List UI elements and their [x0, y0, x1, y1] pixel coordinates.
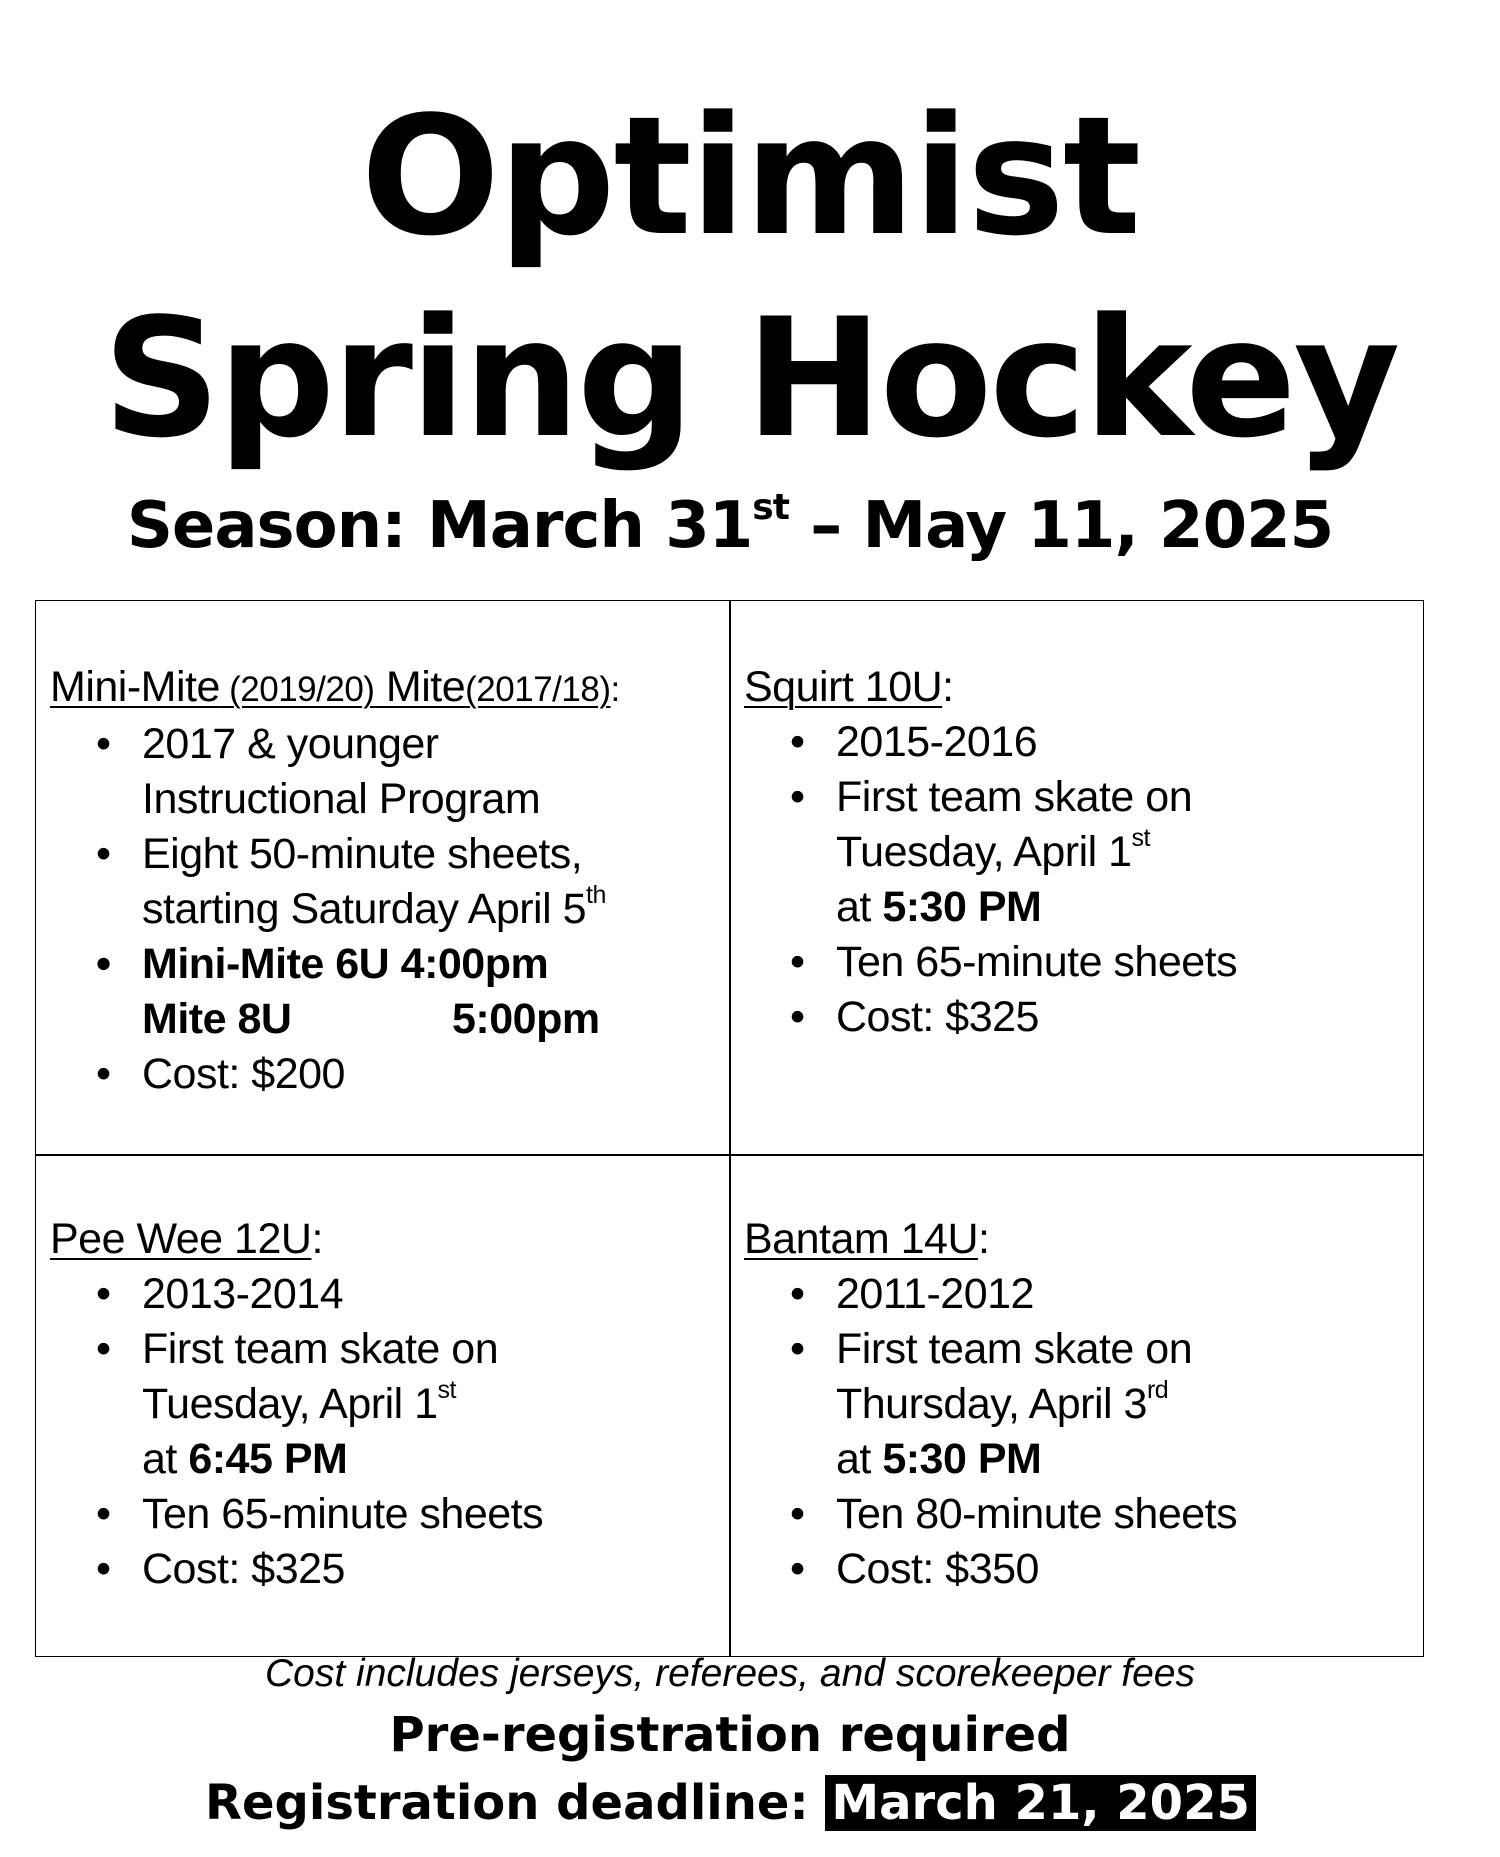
grid-divider-horizontal	[35, 1154, 1424, 1156]
list-item: • Ten 80-minute sheets	[744, 1487, 1414, 1542]
mini-mite-list	[50, 717, 720, 1102]
cell-squirt	[744, 660, 1414, 1045]
list-item: • First team skate on Tuesday, April 1st at 6:45 PM	[50, 1322, 720, 1487]
squirt-list	[744, 715, 1414, 1045]
list-item: • First team skate on Tuesday, April 1st at 5:30 PM	[744, 770, 1414, 935]
season-end: – May 11, 2025	[788, 489, 1334, 563]
mini-mite-header: Mini-Mite (2019/20) Mite(2017/18):	[50, 663, 620, 711]
list-item-times: • Mini-Mite 6U 4:00pm Mite 8U 5:00pm	[50, 937, 720, 1047]
list-item-cost: • Cost: $325	[50, 1542, 720, 1597]
squirt-header: Squirt 10U:	[744, 663, 954, 711]
list-item-cost: • Cost: $200	[50, 1047, 720, 1102]
bantam-header: Bantam 14U:	[744, 1215, 990, 1263]
preregistration-notice: Pre-registration required	[389, 1707, 1071, 1763]
list-item: • Ten 65-minute sheets	[744, 935, 1414, 990]
list-item: • First team skate on Thursday, April 3rd at 5:30 PM	[744, 1322, 1414, 1487]
mini-mite-title: Mini-Mite (2019/20) Mite(2017/18)	[50, 663, 611, 711]
list-item: • Ten 65-minute sheets	[50, 1487, 720, 1542]
season-dates	[0, 487, 1460, 563]
cell-mini-mite	[50, 660, 720, 1102]
cost-note: Cost includes jerseys, referees, and scorekeeper fees	[265, 1652, 1195, 1695]
title-line-2: Spring Hockey	[102, 283, 1398, 474]
registration-deadline	[205, 1775, 1256, 1831]
list-item: • Eight 50-minute sheets, starting Saturday April 5th	[50, 827, 720, 937]
title-line-1: Optimist	[360, 81, 1140, 272]
cell-peewee	[50, 1212, 720, 1597]
season-sup: st	[752, 487, 789, 528]
list-item: • 2013-2014	[50, 1267, 720, 1322]
list-item-cost: • Cost: $325	[744, 990, 1414, 1045]
deadline-label: Registration deadline:	[205, 1775, 826, 1831]
grid-divider-vertical	[729, 600, 731, 1657]
bantam-list	[744, 1267, 1414, 1597]
list-item: • 2017 & younger Instructional Program	[50, 717, 720, 827]
peewee-header: Pee Wee 12U:	[50, 1215, 323, 1263]
list-item: • 2015-2016	[744, 715, 1414, 770]
list-item: • 2011-2012	[744, 1267, 1414, 1322]
list-item-cost: • Cost: $350	[744, 1542, 1414, 1597]
cell-bantam	[744, 1212, 1414, 1597]
deadline-date: March 21, 2025	[825, 1775, 1256, 1831]
peewee-list	[50, 1267, 720, 1597]
season-label: Season: March 31	[126, 489, 753, 563]
